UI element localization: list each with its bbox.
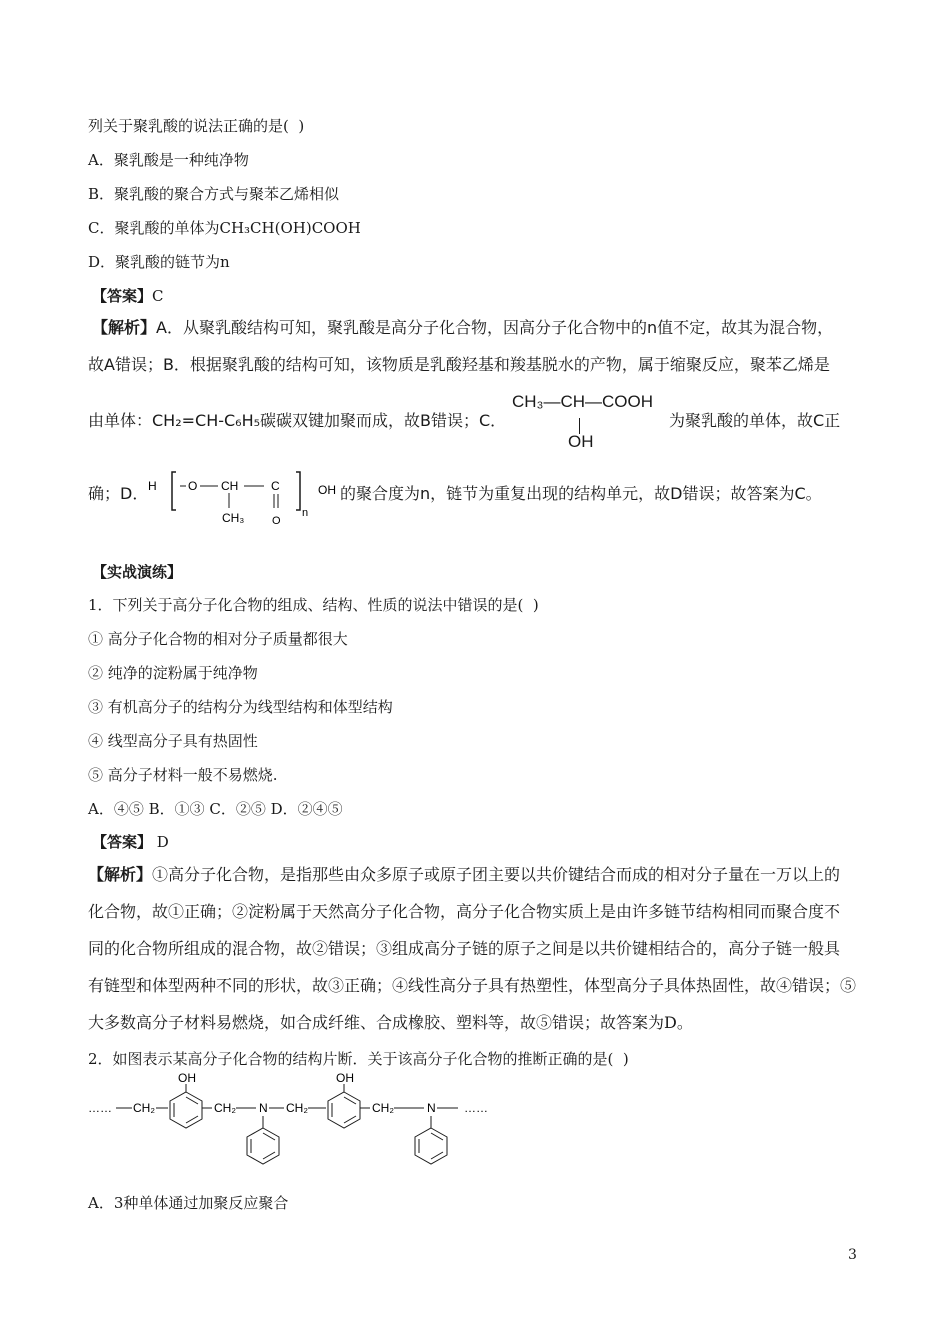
intro-analysis-line-3b: 为聚乳酸的单体，故C正 <box>669 411 841 430</box>
intro-answer <box>92 286 164 306</box>
right-bracket <box>296 472 300 510</box>
ch2-1: CH₂ <box>133 1101 155 1115</box>
q1-answer-label: 【答案】 <box>92 833 153 851</box>
q1-choices: A．④⑤ B．①③ C．②⑤ D．②④⑤ <box>88 800 343 818</box>
section-title: 【实战演练】 <box>92 563 183 581</box>
q1-stem: 1．下列关于高分子化合物的组成、结构、性质的说法中错误的是( ) <box>88 596 539 614</box>
q1-statement-1: ① 高分子化合物的相对分子质量都很大 <box>88 630 348 648</box>
intro-option-d: D．聚乳酸的链节为n <box>88 253 230 271</box>
q1-analysis-line-4: 有链型和体型两种不同的形状，故③正确；④线性高分子具有热塑性，体型高分子具体热固性，故④错误；⑤ <box>88 976 857 995</box>
q1-statement-5: ⑤ 高分子材料一般不易燃烧. <box>88 766 278 784</box>
q1-answer-value: D <box>156 833 169 851</box>
ch2-4: CH₂ <box>372 1101 394 1115</box>
q1-statement-3: ③ 有机高分子的结构分为线型结构和体型结构 <box>88 698 393 716</box>
answer-label: 【答案】 <box>92 287 153 305</box>
analysis-label: 【解析】 <box>92 318 157 337</box>
q1-analysis-line-5: 大多数高分子材料易燃烧，如合成纤维、合成橡胶、塑料等，故⑤错误；故答案为D。 <box>88 1013 693 1032</box>
q1-analysis-label: 【解析】 <box>88 865 153 884</box>
polymer-o-bottom: O <box>272 515 281 527</box>
answer-value: C <box>152 287 164 305</box>
polymer-o: O <box>188 479 198 493</box>
intro-analysis-line-1: 【解析】A．从聚乳酸结构可知，聚乳酸是高分子化合物，因高分子化合物中的n值不定，故其为混合物， <box>92 318 834 337</box>
polymer-ch3: CH₃ <box>222 511 245 525</box>
intro-analysis-line-2: 故A错误；B．根据聚乳酸的结构可知，该物质是乳酸羟基和羧基脱水的产物，属于缩聚反应，聚苯乙烯是 <box>88 355 830 374</box>
q1-statement-2: ② 纯净的淀粉属于纯净物 <box>88 664 258 682</box>
page-number: 3 <box>848 1247 857 1263</box>
q1-statement-4: ④ 线型高分子具有热固性 <box>88 732 258 750</box>
q1-answer <box>92 832 169 852</box>
polymer-oh: OH <box>318 483 336 497</box>
oh-1: OH <box>178 1072 196 1085</box>
intro-option-a: A．聚乳酸是一种纯净物 <box>88 151 249 169</box>
polymer-ch: CH <box>221 479 239 493</box>
q1-analysis-line-3: 同的化合物所组成的混合物，故②错误；③组成高分子链的原子之间是以共价键相结合的，高分子链一般具 <box>88 939 841 958</box>
right-dots: …… <box>464 1101 488 1115</box>
ch2-3: CH₂ <box>286 1101 308 1115</box>
ch2-2: CH₂ <box>214 1101 236 1115</box>
polymer-h: H <box>148 479 157 493</box>
monomer-structure-bottom: OH <box>568 432 594 451</box>
intro-analysis-line-3a: 由单体：CH₂=CH-C₆H₅碳碳双键加聚而成，故B错误；C． <box>88 411 507 430</box>
phenol-aniline-polymer-structure <box>86 1072 506 1182</box>
left-dots: …… <box>88 1101 112 1115</box>
q1-analysis-line-1: 【解析】①高分子化合物，是指那些由众多原子或原子团主要以共价键结合而成的相对分子量在一万以上的 <box>88 865 841 884</box>
intro-analysis-line-4a: 确；D． <box>88 484 149 503</box>
intro-question: 列关于聚乳酸的说法正确的是( ) <box>88 117 305 135</box>
polymer-n: n <box>302 507 309 519</box>
q1-analysis-line-2: 化合物，故①正确；②淀粉属于天然高分子化合物，高分子化合物实质上是由许多链节结构相同而聚合度不 <box>88 902 841 921</box>
n-2: N <box>427 1101 436 1115</box>
intro-analysis-line-4b: 的聚合度为n，链节为重复出现的结构单元，故D错误；故答案为C。 <box>340 484 822 503</box>
monomer-structure-top: CH₃—CH—COOH <box>512 392 654 411</box>
q2-option-a: A．3种单体通过加聚反应聚合 <box>88 1194 289 1212</box>
polymer-c: C <box>271 479 280 493</box>
n-1: N <box>259 1101 268 1115</box>
oh-2: OH <box>336 1072 354 1085</box>
polylactic-acid-structure <box>146 464 346 532</box>
intro-option-c: C．聚乳酸的单体为CH₃CH(OH)COOH <box>88 219 361 237</box>
intro-option-b: B．聚乳酸的聚合方式与聚苯乙烯相似 <box>88 185 340 203</box>
left-bracket <box>172 472 176 510</box>
q2-stem: 2．如图表示某高分子化合物的结构片断．关于该高分子化合物的推断正确的是( ) <box>88 1050 629 1068</box>
